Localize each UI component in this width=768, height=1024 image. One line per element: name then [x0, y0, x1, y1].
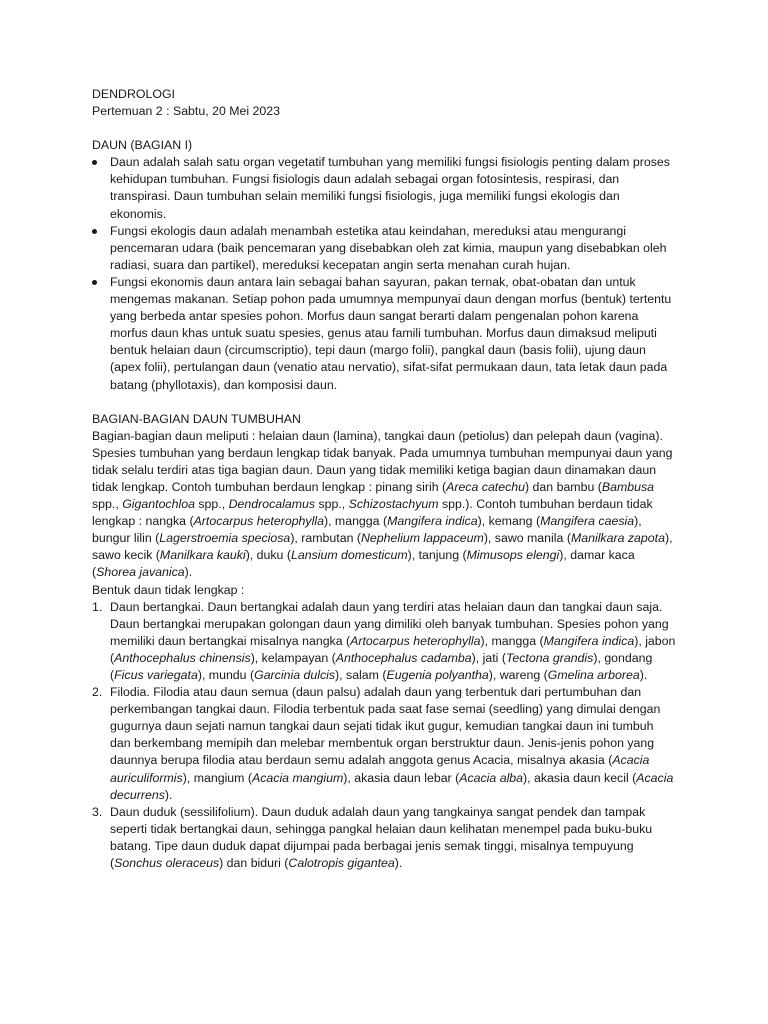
text-run: spp., [315, 497, 349, 512]
species-name: Areca catechu [446, 479, 526, 494]
text-run: ), rambutan ( [290, 531, 361, 546]
item-number: 3. [92, 804, 103, 819]
species-name: Ficus variegata [114, 668, 198, 682]
text-run: Daun duduk (sessilifolium). Daun duduk adalah daun yang tangkainya sangat pendek dan tampak seperti tidak bertangkai daun, sehingga pangkal helaian daun kelihatan menempel pada buku-buku batang. Tipe daun duduk dapat dijumpai pada berbagai jenis semak tinggi, misalnya tempuyung ( [110, 804, 653, 871]
text-run: ), jati ( [471, 650, 506, 665]
bullet-icon [92, 229, 97, 234]
species-name: Shorea javanica [96, 565, 185, 580]
species-name: Manilkara zapota [570, 531, 665, 546]
text-run: ), kelampayan ( [250, 650, 336, 665]
text-run: ), damar kaca ( [92, 548, 635, 580]
species-name: Lansium domesticum [290, 548, 408, 563]
text-run: ), akasia daun kecil ( [523, 770, 637, 785]
species-name: Schizostachyum [348, 497, 439, 512]
species-name: Nephelium lappaceum [360, 531, 484, 546]
text-run: spp., [92, 497, 123, 512]
species-name: Sonchus oleraceus [114, 856, 220, 871]
species-name: Eugenia polyantha [386, 668, 489, 682]
text-run: ), wareng ( [488, 668, 548, 682]
section-heading-bagian: BAGIAN-BAGIAN DAUN TUMBUHAN [92, 411, 301, 426]
bullet-text: Fungsi ekologis daun adalah menambah estetika atau keindahan, mereduksi atau mengurangi pencemaran udara (baik pencemaran yang disebabkan oleh zat kimia, maupun yang disebabkan oleh radiasi, suara dan partikel), mereduksi kecepatan angin serta menahan curah hujan. [110, 223, 667, 272]
species-name: Artocarpus heterophylla [350, 633, 481, 648]
text-run: ) dan bambu ( [525, 479, 602, 494]
meeting-info: Pertemuan 2 : Sabtu, 20 Mei 2023 [92, 104, 281, 119]
text-run: Bagian-bagian daun meliputi : helaian daun (lamina), tangkai daun (petiolus) dan pelepah daun (vagina). Spesies tumbuhan yang berdaun lengkap tidak banyak. Pada umumnya tumbuhan mempunyai daun yang tidak selalu terdiri atas tiga bagian daun. Daun yang tidak memiliki ketiga bagian daun dinamakan daun tidak lengkap. Contoh tumbuhan berdaun lengkap : pinang sirih ( [92, 428, 673, 494]
bullet-item [92, 223, 677, 274]
text-run: ). [394, 856, 403, 871]
numbered-item [92, 804, 677, 872]
body-paragraph [92, 428, 677, 582]
item-number: 2. [92, 685, 103, 700]
text-run: ), akasia daun lebar ( [343, 770, 460, 785]
species-name: Anthocephalus cadamba [335, 650, 472, 665]
bullet-list [92, 154, 677, 393]
species-name: Manilkara kauki [159, 548, 246, 563]
text-run: ), sawo kecik ( [92, 531, 673, 563]
text-run: spp., [194, 497, 229, 512]
text-run: ), tanjung ( [407, 548, 467, 563]
bullet-text: Fungsi ekonomis daun antara lain sebagai bahan sayuran, pakan ternak, obat-obatan dan untuk mengemas makanan. Setiap pohon pada umumnya mempunyai daun dengan morfus (bentuk) tertentu yang berbeda antar spesies pohon. Morfus daun sangat berarti dalam pengenalan pohon karena morfus daun khas untuk suatu spesies, genus atau famili tumbuhan. Morfus daun dimaksud meliputi bentuk helaian daun (circumscriptio), tepi daun (margo folii), pangkal daun (basis folii), ujung daun (apex folii), pertulangan daun (venatio atau nervatio), sifat-sifat permukaan daun, tata letak daun pada batang (phyllotaxis), dan komposisi daun. [110, 274, 672, 392]
text-run: spp.). Contoh tumbuhan berdaun tidak lengkap : nangka ( [92, 497, 653, 529]
text-run: Daun bertangkai. Daun bertangkai adalah daun yang terdiri atas helaian daun dan tangkai daun saja. Daun bertangkai merupakan golongan daun yang dimiliki oleh banyak tumbuhan. Spesies pohon yang memiliki daun bertangkai misalnya nangka ( [110, 599, 669, 648]
text-run: ), kemang ( [477, 514, 541, 529]
species-name: Gigantochloa [122, 497, 195, 512]
bullet-icon [92, 160, 97, 165]
species-name: Dendrocalamus [228, 497, 316, 512]
species-name: Gmelina arborea [547, 668, 640, 682]
species-name: Tectona grandis [505, 650, 594, 665]
numbered-item [92, 599, 677, 684]
species-name: Garcinia dulcis [254, 668, 336, 682]
text-run: ). [639, 668, 648, 682]
species-name: Artocarpus heterophylla [193, 514, 324, 529]
item-number: 1. [92, 599, 103, 614]
species-name: Anthocephalus chinensis [114, 650, 251, 665]
section-heading-daun: DAUN (BAGIAN I) [92, 138, 193, 153]
numbered-item [92, 684, 677, 804]
text-run: ). [164, 787, 173, 802]
text-run: ) dan biduri ( [219, 856, 289, 871]
numbered-list [92, 599, 677, 873]
text-run: ), sawo manila ( [483, 531, 571, 546]
spacer [92, 120, 677, 137]
text-run: ), mangga ( [480, 633, 544, 648]
document-title: DENDROLOGI [92, 87, 175, 101]
species-name: Mangifera indica [543, 633, 635, 648]
species-name: Acacia auriculiformis [110, 753, 650, 785]
text-run: Filodia. Filodia atau daun semua (daun palsu) adalah daun yang terbentuk dari pertumbuhan dan perkembangan tangkai daun. Filodia terbentuk pada saat fase semai (seedling) yang dimulai dengan gugurnya daun sejati namun tangkai daun sejati tidak ikut gugur, kemudian tangkai daun ini tumbuh dan berkembang memipih dan melebar membentuk organ berstruktur daun. Jenis-jenis pohon yang daunnya berupa filodia atau berdaun semu adalah anggota genus Acacia, misalnya akasia ( [110, 685, 661, 768]
text-run: ), mangga ( [323, 514, 388, 529]
species-name: Acacia alba [459, 770, 524, 785]
species-name: Lagerstroemia speciosa [159, 531, 291, 546]
bullet-icon [92, 280, 97, 285]
text-run: ). [184, 565, 193, 580]
text-run: ), duku ( [245, 548, 291, 563]
species-name: Mangifera caesia [540, 514, 635, 529]
text-run: ), jabon ( [110, 633, 676, 665]
species-name: Calotropis gigantea [288, 856, 395, 871]
document-body [92, 86, 677, 872]
spacer [92, 394, 677, 411]
text-run: ), bungur lilin ( [92, 514, 642, 546]
text-run: ), salam ( [335, 668, 387, 682]
species-name: Acacia decurrens [110, 770, 674, 802]
species-name: Acacia mangium [252, 770, 344, 785]
species-name: Mangifera indica [387, 514, 478, 529]
text-run: ), mundu ( [197, 668, 255, 682]
text-run: ), gondang ( [110, 650, 653, 682]
bullet-item [92, 154, 677, 222]
bullet-text: Daun adalah salah satu organ vegetatif tumbuhan yang memiliki fungsi fisiologis penting dalam proses kehidupan tumbuhan. Fungsi fisiologis daun adalah sebagai organ fotosintesis, respirasi, dan transpirasi. Daun tumbuhan selain memiliki fungsi fisiologis, juga memiliki fungsi ekologis dan ekonomis. [110, 155, 670, 221]
bullet-item [92, 274, 677, 394]
text-run: ), mangium ( [182, 770, 252, 785]
species-name: Bambusa [601, 479, 655, 494]
forms-label: Bentuk daun tidak lengkap : [92, 582, 245, 597]
species-name: Mimusops elengi [466, 548, 560, 563]
